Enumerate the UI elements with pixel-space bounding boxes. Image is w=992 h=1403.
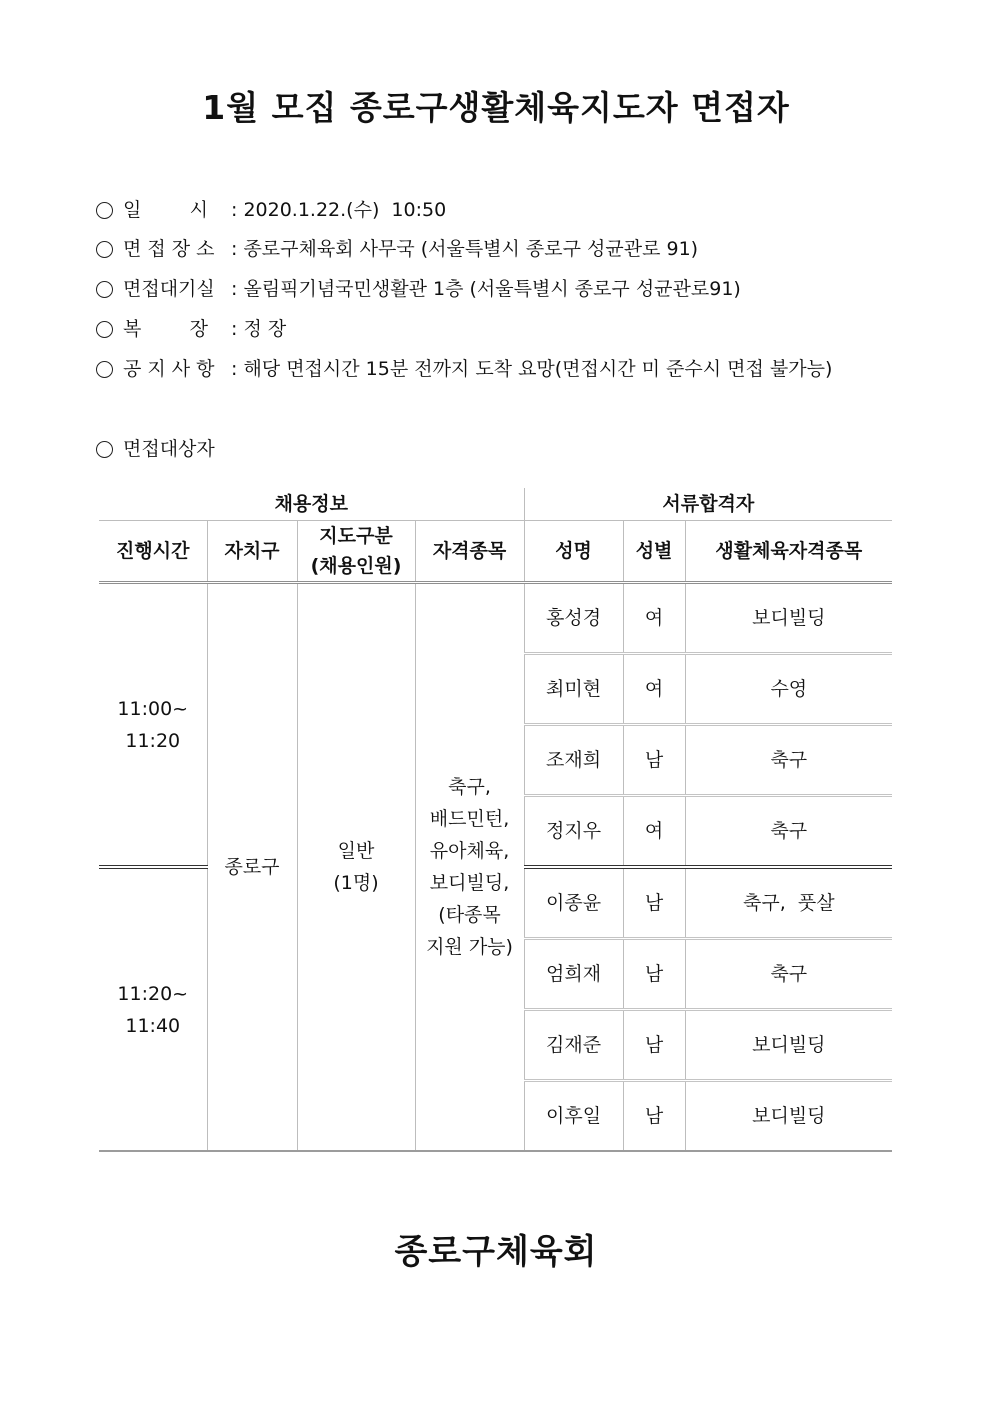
targets-label: 면접대상자 — [123, 438, 215, 460]
candidate-sport: 축구 — [685, 796, 892, 868]
candidate-name: 조재희 — [524, 725, 623, 796]
qualification-line: 배드민턴, — [429, 808, 510, 830]
info-key: 면접대기실 — [123, 278, 215, 300]
info-key: 공 지 사 항 — [123, 358, 215, 380]
circle-bullet-icon — [96, 281, 113, 298]
group-header-row — [99, 488, 892, 521]
candidate-sport: 수영 — [685, 654, 892, 725]
qualification-line: 보디빌딩, — [429, 872, 510, 894]
category-cell — [297, 583, 415, 1152]
qualification-line: 유아체육, — [429, 840, 510, 862]
col-header-sport: 생활체육자격종목 — [685, 521, 892, 583]
time-slot-end: 11:20 — [125, 729, 181, 752]
info-value: : 2020.1.22.(수) 10:50 — [231, 199, 447, 221]
circle-bullet-icon — [96, 361, 113, 378]
candidate-gender: 남 — [623, 939, 685, 1010]
info-line-location — [96, 237, 916, 261]
candidate-name: 홍성경 — [524, 583, 623, 654]
candidate-gender: 남 — [623, 867, 685, 939]
candidate-sport: 보디빌딩 — [685, 583, 892, 654]
col-header-qualification: 자격종목 — [415, 521, 524, 583]
candidate-name: 이종윤 — [524, 867, 623, 939]
candidate-gender: 여 — [623, 583, 685, 654]
circle-bullet-icon — [96, 441, 113, 458]
info-line-waiting-room — [96, 277, 916, 301]
info-key: 일 시 — [123, 199, 209, 221]
col-header-gender: 성별 — [623, 521, 685, 583]
circle-bullet-icon — [96, 321, 113, 338]
time-slot-start: 11:20~ — [117, 982, 189, 1005]
candidate-gender: 남 — [623, 725, 685, 796]
info-value: : 해당 면접시간 15분 전까지 도착 요망(면접시간 미 준수시 면접 불가능) — [231, 358, 833, 380]
time-slot-end: 11:40 — [125, 1014, 181, 1037]
column-header-row — [99, 521, 892, 583]
candidate-name: 최미현 — [524, 654, 623, 725]
info-value: : 종로구체육회 사무국 (서울특별시 종로구 성균관로 91) — [231, 238, 699, 260]
col-header-name: 성명 — [524, 521, 623, 583]
info-value: : 정 장 — [231, 318, 287, 340]
candidate-gender: 남 — [623, 1010, 685, 1081]
qualification-line: 지원 가능) — [426, 936, 513, 958]
candidate-sport: 축구 — [685, 725, 892, 796]
time-slot-1 — [99, 583, 207, 868]
interviewee-table — [99, 488, 892, 1152]
circle-bullet-icon — [96, 241, 113, 258]
table-row — [99, 583, 892, 654]
info-line-datetime — [96, 198, 916, 222]
col-header-time: 진행시간 — [99, 521, 207, 583]
candidate-name: 정지우 — [524, 796, 623, 868]
document-title: 1월 모집 종로구생활체육지도자 면접자 — [202, 88, 790, 127]
circle-bullet-icon — [96, 202, 113, 219]
candidate-sport: 축구 — [685, 939, 892, 1010]
time-slot-2 — [99, 867, 207, 1151]
col-header-category-line2: (채용인원) — [310, 555, 402, 577]
col-header-category — [297, 521, 415, 583]
info-line-notice — [96, 357, 916, 381]
info-line-dress — [96, 317, 916, 341]
qualification-cell — [415, 583, 524, 1152]
candidate-sport: 보디빌딩 — [685, 1010, 892, 1081]
candidate-name: 김재준 — [524, 1010, 623, 1081]
qualification-line: 축구, — [448, 776, 491, 798]
candidate-name: 엄희재 — [524, 939, 623, 1010]
candidate-gender: 남 — [623, 1081, 685, 1152]
qualification-line: (타종목 — [438, 904, 501, 926]
time-slot-start: 11:00~ — [117, 697, 189, 720]
info-value: : 올림픽기념국민생활관 1층 (서울특별시 종로구 성균관로91) — [231, 278, 741, 300]
candidate-sport: 축구, 풋살 — [685, 867, 892, 939]
district-cell: 종로구 — [207, 583, 297, 1152]
organization-footer: 종로구체육회 — [394, 1232, 598, 1272]
col-header-district: 자치구 — [207, 521, 297, 583]
col-header-category-line1: 지도구분 — [319, 525, 393, 547]
group-header-passed: 서류합격자 — [524, 488, 892, 521]
candidate-gender: 여 — [623, 654, 685, 725]
info-key: 복 장 — [123, 318, 209, 340]
targets-heading — [96, 437, 916, 461]
category-line1: 일반 — [337, 840, 375, 862]
category-line2: (1명) — [333, 872, 379, 894]
group-header-recruit: 채용정보 — [99, 488, 524, 521]
candidate-sport: 보디빌딩 — [685, 1081, 892, 1152]
info-key: 면 접 장 소 — [123, 238, 215, 260]
candidate-name: 이후일 — [524, 1081, 623, 1152]
candidate-gender: 여 — [623, 796, 685, 868]
